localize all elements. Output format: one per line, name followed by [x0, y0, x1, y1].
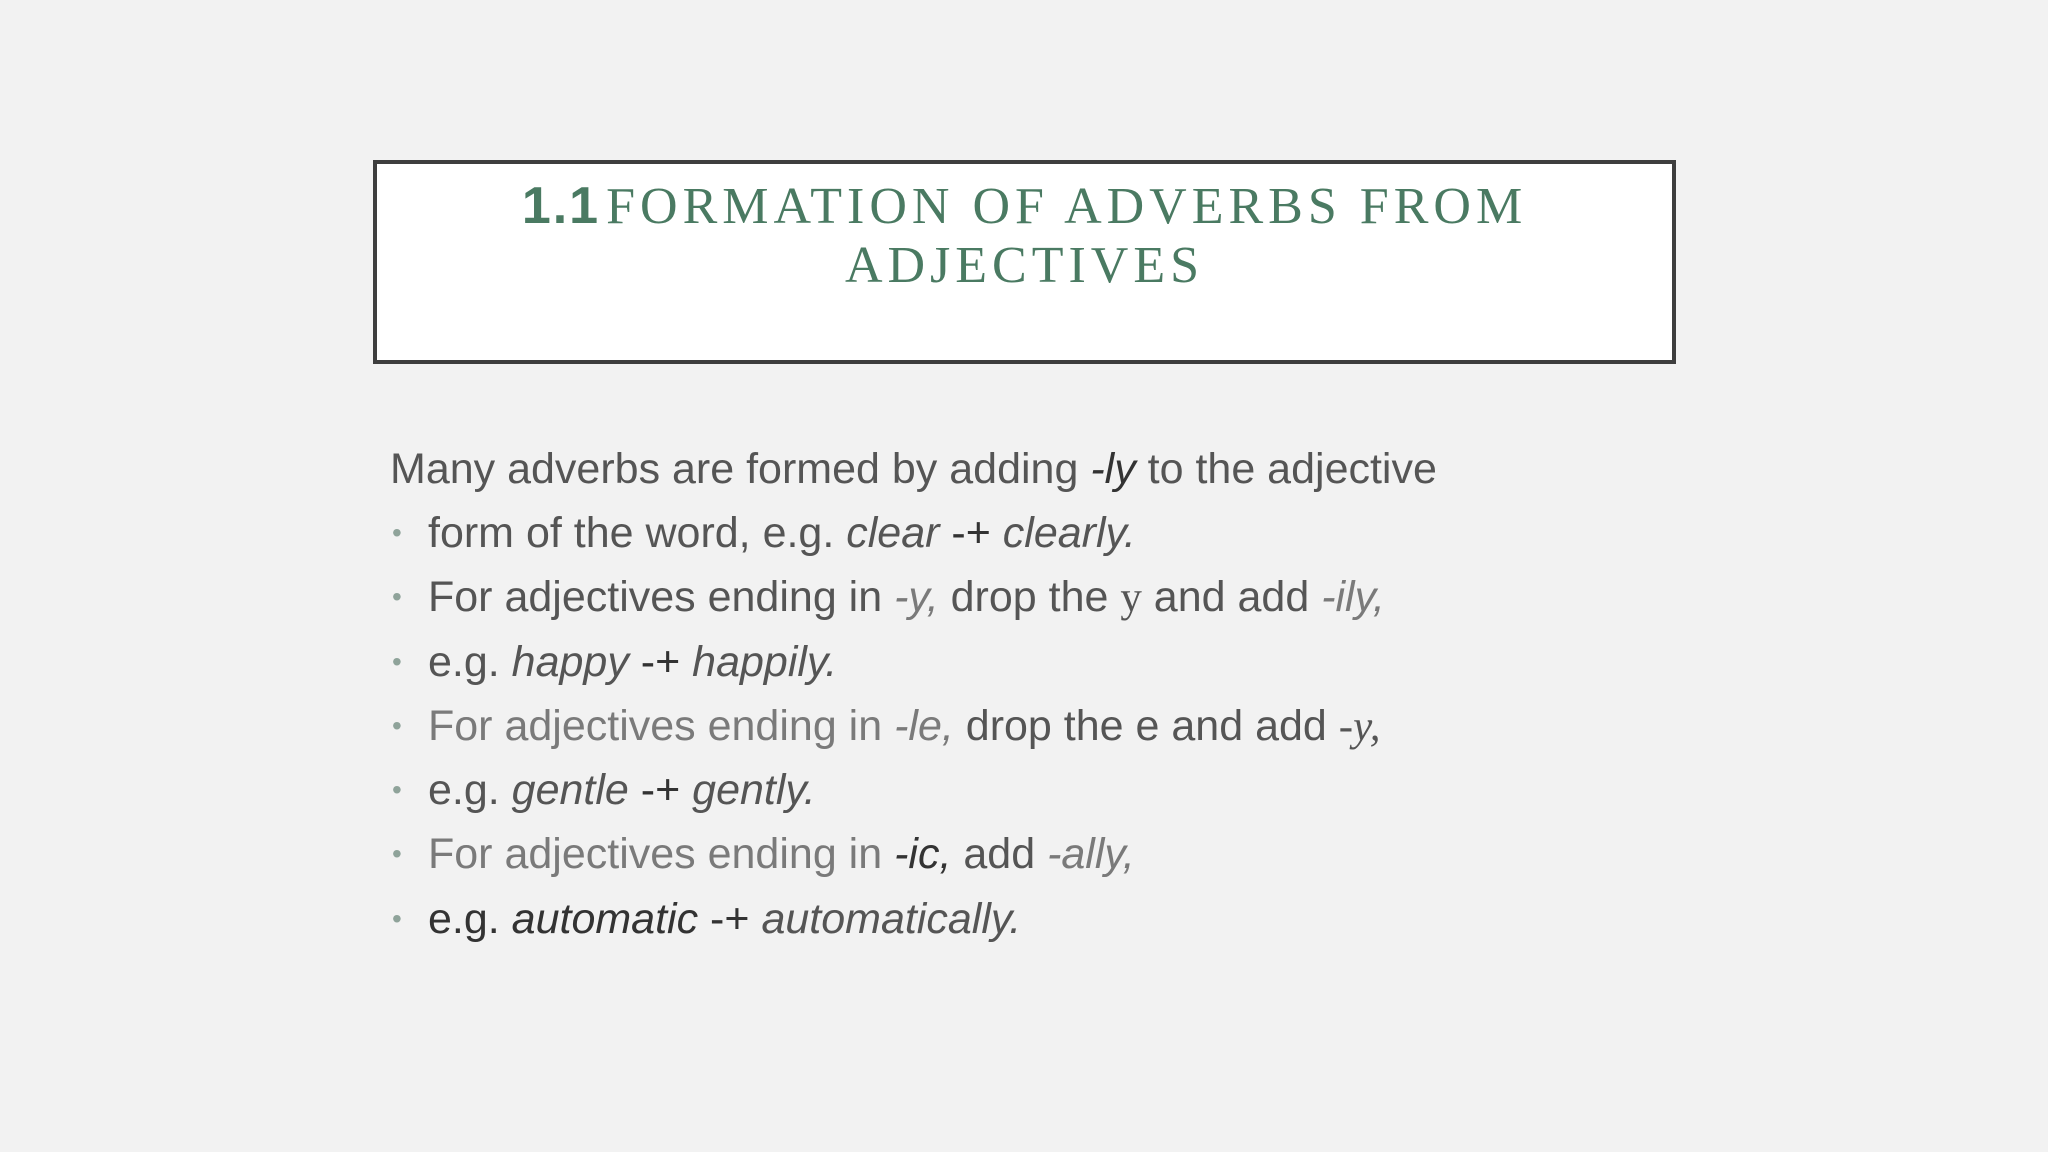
dropped-letter: e — [1135, 701, 1160, 750]
list-item — [390, 887, 1690, 951]
suffix-text: -y, — [894, 573, 939, 622]
intro-paragraph — [390, 437, 1690, 501]
list-item — [390, 694, 1690, 758]
title-box — [373, 160, 1676, 364]
arrow-text: -+ — [628, 637, 693, 686]
added-suffix: -y, — [1338, 702, 1381, 750]
body-content — [390, 437, 1690, 951]
intro-text-2: to the adjective — [1135, 445, 1437, 493]
intro-text-1: Many adverbs are formed by adding — [390, 445, 1091, 493]
bullet-text-mid2: and add — [1141, 573, 1322, 622]
added-suffix: -ily, — [1321, 573, 1385, 622]
example-word: gentle — [511, 766, 629, 815]
bullet-text: e.g. — [428, 894, 512, 943]
title-text-line-1: FORMATION OF ADVERBS FROM — [606, 178, 1528, 235]
arrow-text: -+ — [698, 894, 762, 943]
example-word: happy — [511, 637, 629, 686]
added-suffix: -ally, — [1047, 830, 1135, 879]
section-number: 1.1 — [521, 177, 601, 235]
bullet-text-mid: drop the — [953, 701, 1136, 750]
bullet-icon: • — [392, 709, 402, 741]
arrow-text: -+ — [628, 766, 693, 815]
bullet-icon: • — [392, 581, 402, 613]
example-result: clearly. — [1002, 509, 1136, 557]
bullet-text-mid2: and add — [1159, 701, 1339, 750]
suffix-text: -ic, — [894, 830, 952, 879]
example-result: gently. — [692, 766, 816, 815]
bullet-icon: • — [392, 517, 402, 548]
example-result: automatically. — [761, 894, 1022, 943]
list-item — [390, 822, 1690, 886]
example-word: automatic — [511, 894, 699, 943]
dropped-letter: y — [1120, 574, 1142, 622]
intro-suffix: -ly — [1090, 445, 1136, 493]
list-item — [390, 758, 1690, 822]
bullet-text: For adjectives ending in — [428, 830, 895, 879]
title-text-line-2: ADJECTIVES — [844, 237, 1205, 294]
bullet-list — [390, 501, 1690, 951]
bullet-icon: • — [392, 902, 402, 934]
bullet-icon: • — [392, 774, 402, 806]
bullet-icon: • — [392, 645, 402, 677]
bullet-text-mid2: add — [951, 830, 1048, 879]
bullet-text: form of the word, e.g. — [428, 509, 847, 557]
title-line-1 — [377, 177, 1672, 236]
bullet-text: e.g. — [428, 637, 512, 686]
bullet-text: For adjectives ending in — [428, 701, 895, 750]
list-item — [390, 565, 1690, 629]
example-result: happily. — [692, 637, 838, 686]
arrow-text: -+ — [939, 509, 1003, 557]
bullet-text-mid: drop the — [938, 573, 1121, 622]
bullet-text: e.g. — [428, 766, 512, 815]
bullet-icon: • — [392, 838, 402, 870]
bullet-text: For adjectives ending in — [428, 573, 895, 622]
example-word: clear — [846, 509, 940, 557]
list-item — [390, 630, 1690, 694]
suffix-text: -le, — [894, 701, 954, 750]
list-item — [390, 501, 1690, 565]
